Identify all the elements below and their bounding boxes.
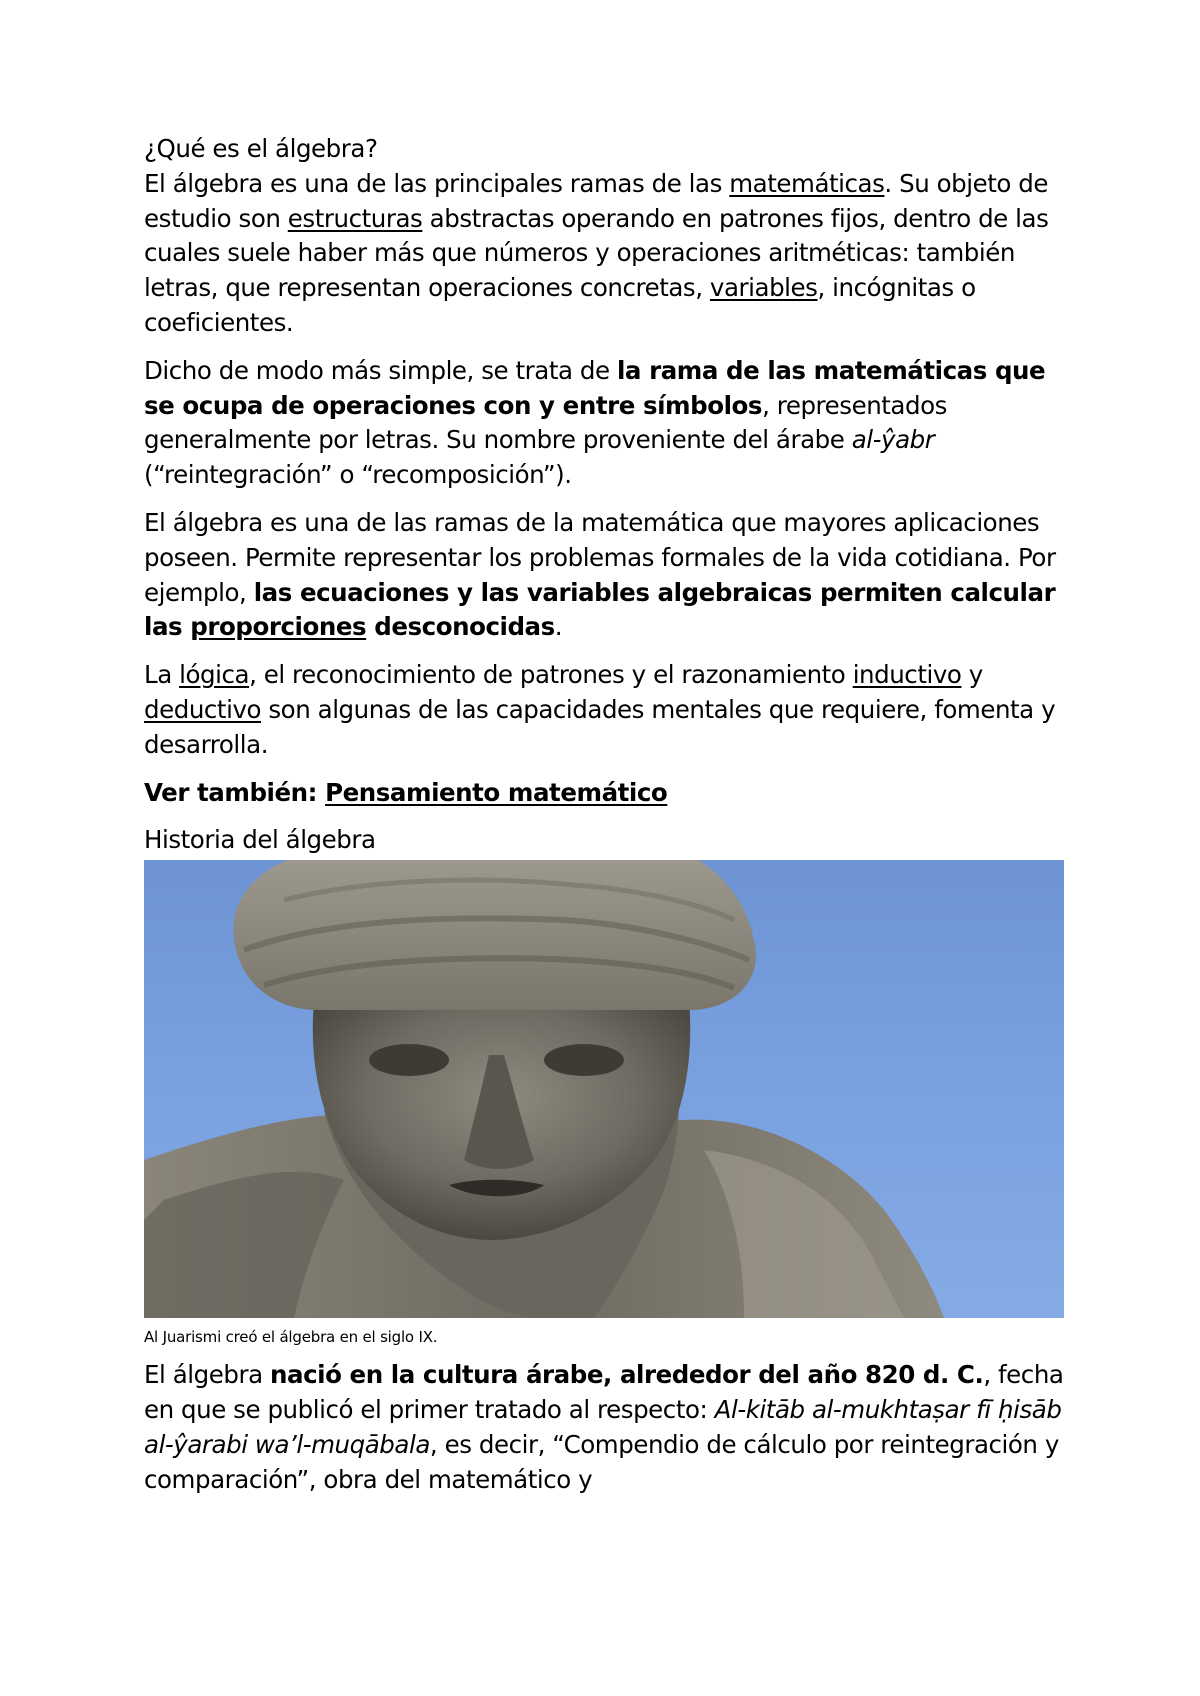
text-run: El álgebra es una de las principales ramas de las — [144, 168, 730, 198]
text-run: La — [144, 660, 180, 690]
figure-caption: Al Juarismi creó el álgebra en el siglo IX. — [144, 1328, 438, 1347]
text-run: Dicho de modo más simple, se trata de — [144, 355, 617, 385]
bold-text: nació en la cultura árabe, alrededor del año 820 d. C. — [270, 1360, 984, 1390]
text-run: son algunas de las capacidades mentales que requiere, fomenta y desarrolla. — [144, 694, 1056, 759]
paragraph-definition — [144, 167, 1064, 341]
link-inductivo[interactable]: inductivo — [852, 660, 962, 690]
italic-text: Al-kitāb al-mukhtaṣar fī ḥisāb al-ŷarabi wa’l-muqābala — [144, 1394, 1062, 1459]
text-run: El álgebra es una de las ramas de la matemática que mayores aplicaciones poseen. Permite representar los problemas formales de la vida cotidiana. Por ejemplo, — [144, 507, 1056, 607]
link-deductivo[interactable]: deductivo — [144, 694, 262, 724]
heading-what-is-algebra: ¿Qué es el álgebra? — [144, 134, 378, 163]
link-estructuras[interactable]: estructuras — [287, 203, 423, 233]
statue-image — [144, 860, 1064, 1318]
statue-illustration — [144, 860, 1064, 1318]
italic-text: al-ŷabr — [851, 425, 935, 455]
paragraph-origin — [144, 1358, 1064, 1497]
text-run: (“reintegración” o “recomposición”). — [144, 460, 572, 490]
link-logica[interactable]: lógica — [179, 660, 250, 690]
text-run: , el reconocimiento de patrones y el razonamiento — [249, 660, 853, 690]
text-run: , representados generalmente por letras. Su nombre proveniente del árabe — [144, 390, 947, 455]
bold-text: la rama de las matemáticas que se ocupa de operaciones con y entre símbolos — [144, 355, 1046, 420]
paragraph-capacities — [144, 658, 1064, 762]
bold-text: las ecuaciones y las variables algebraicas permiten calcular las — [144, 577, 1056, 642]
see-also — [144, 776, 1064, 811]
section-title-history: Historia del álgebra — [144, 825, 376, 855]
text-run: . — [554, 612, 563, 642]
link-matematicas[interactable]: matemáticas — [729, 168, 885, 198]
text-run: , incógnitas o coeficientes. — [144, 273, 976, 337]
paragraph-applications — [144, 506, 1064, 645]
text-run: , es decir, “Compendio de cálculo por reintegración y comparación”, obra del matemático y — [144, 1429, 1059, 1494]
see-also-label: Ver también: — [144, 777, 326, 807]
bold-text: desconocidas — [366, 612, 555, 642]
text-run: y — [961, 660, 983, 690]
text-run: El álgebra — [144, 1360, 270, 1390]
link-proporciones[interactable]: proporciones — [190, 612, 367, 642]
paragraph-simple-definition — [144, 354, 1064, 493]
document-page — [144, 132, 1064, 1497]
link-pensamiento-matematico[interactable]: Pensamiento matemático — [325, 777, 668, 807]
text-run: . Su objeto de estudio son — [144, 168, 1048, 233]
link-variables[interactable]: variables — [709, 273, 818, 303]
text-run: , fecha en que se publicó el primer tratado al respecto: — [144, 1360, 1064, 1424]
text-run: abstractas operando en patrones fijos, dentro de las cuales suele haber más que números y operaciones aritméticas: también letras, que representan operaciones concretas, — [144, 203, 1049, 303]
